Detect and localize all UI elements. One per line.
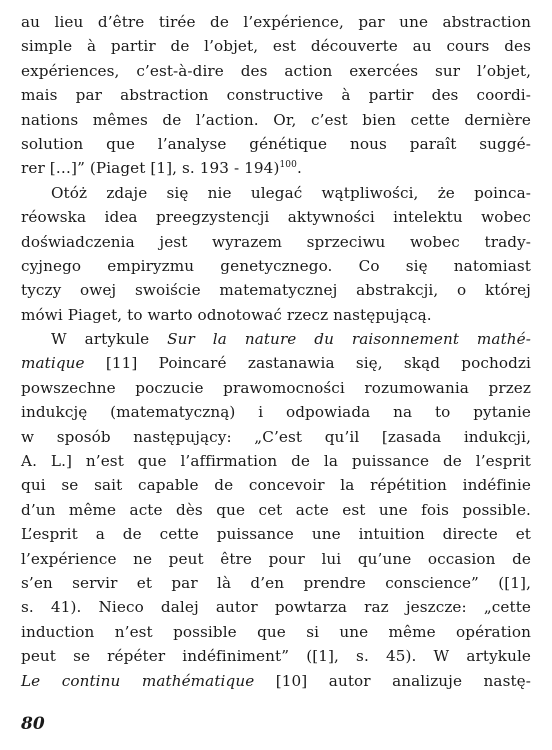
text-line: indukcję (matematyczną) i odpowiada na to pytanie (21, 403, 531, 422)
article-title: Sur la nature du raisonnement mathé- (167, 330, 531, 349)
footnote-marker: 100 (279, 160, 297, 171)
text-line: Otóż zdaje się nie ulegać wątpliwości, że poinca- (51, 183, 531, 202)
text-line: powszechne poczucie prawomocności rozumowania przez (21, 378, 531, 397)
text-line: mówi Piaget, to warto odnotować rzecz następującą. (21, 305, 432, 324)
punctuation: . (296, 159, 302, 178)
book-page-text (21, 10, 531, 693)
text-line: cyjnego empiryzmu genetycznego. Co się natomiast (21, 256, 531, 275)
article-title: Le continu mathématique (21, 671, 255, 690)
text-line: doświadczenia jest wyrazem sprzeciwu wobec trady- (21, 232, 531, 251)
page-number: 80 (21, 714, 45, 734)
text-line: induction n’est possible que si une même opération (21, 622, 531, 641)
article-title: matique (21, 354, 85, 373)
text-line: nations mêmes de l’action. Or, c’est bien cette dernière (21, 110, 531, 129)
text-line: L’esprit a de cette puissance une intuition directe et (21, 525, 531, 544)
citation-text: rer […]” (Piaget [1], s. 193 - 194) (21, 159, 280, 178)
text-line: w sposób następujący: „C’est qu’il [zasada indukcji, (21, 427, 531, 446)
text-line: simple à partir de l’objet, est découverte au cours des (21, 37, 531, 56)
text-line: l’expérience ne peut être pour lui qu’une occasion de (21, 549, 531, 568)
text-line: matique [11] Poincaré zastanawia się, skąd pochodzi (21, 354, 531, 373)
text-line: W artykule Sur la nature du raisonnement mathé- (51, 330, 531, 349)
text-line: d’un même acte dès que cet acte est une fois possible. (21, 500, 531, 519)
text-line: Le continu mathématique [10] autor analizuje nastę- (21, 671, 531, 690)
paragraph-induction (21, 327, 531, 693)
text-line (21, 156, 531, 180)
text-line: A. L.] n’est que l’affirmation de la puissance de l’esprit (21, 452, 531, 471)
text-line: s’en servir et par là d’en prendre conscience” ([1], (21, 573, 531, 592)
text-line: tyczy owej swoiście matematycznej abstrakcji, o której (21, 281, 531, 300)
text-line: solution que l’analyse génétique nous paraît suggé- (21, 134, 531, 153)
paragraph-quotation-continuation (21, 10, 531, 181)
text-line: au lieu d’être tirée de l’expérience, par une abstraction (21, 13, 531, 31)
text-line: peut se répéter indéfiniment” ([1], s. 45). W artykule (21, 647, 531, 666)
text-line: expériences, c’est-à-dire des action exercées sur l’objet, (21, 61, 531, 80)
text-line: réowska idea preegzystencji aktywności intelektu wobec (21, 208, 531, 227)
text-line: qui se sait capable de concevoir la répétition indéfinie (21, 476, 531, 495)
text-line: mais par abstraction constructive à partir des coordi- (21, 86, 531, 105)
paragraph-poincare-idea (21, 181, 531, 327)
text-line: s. 41). Nieco dalej autor powtarza raz jeszcze: „cette (21, 598, 531, 617)
